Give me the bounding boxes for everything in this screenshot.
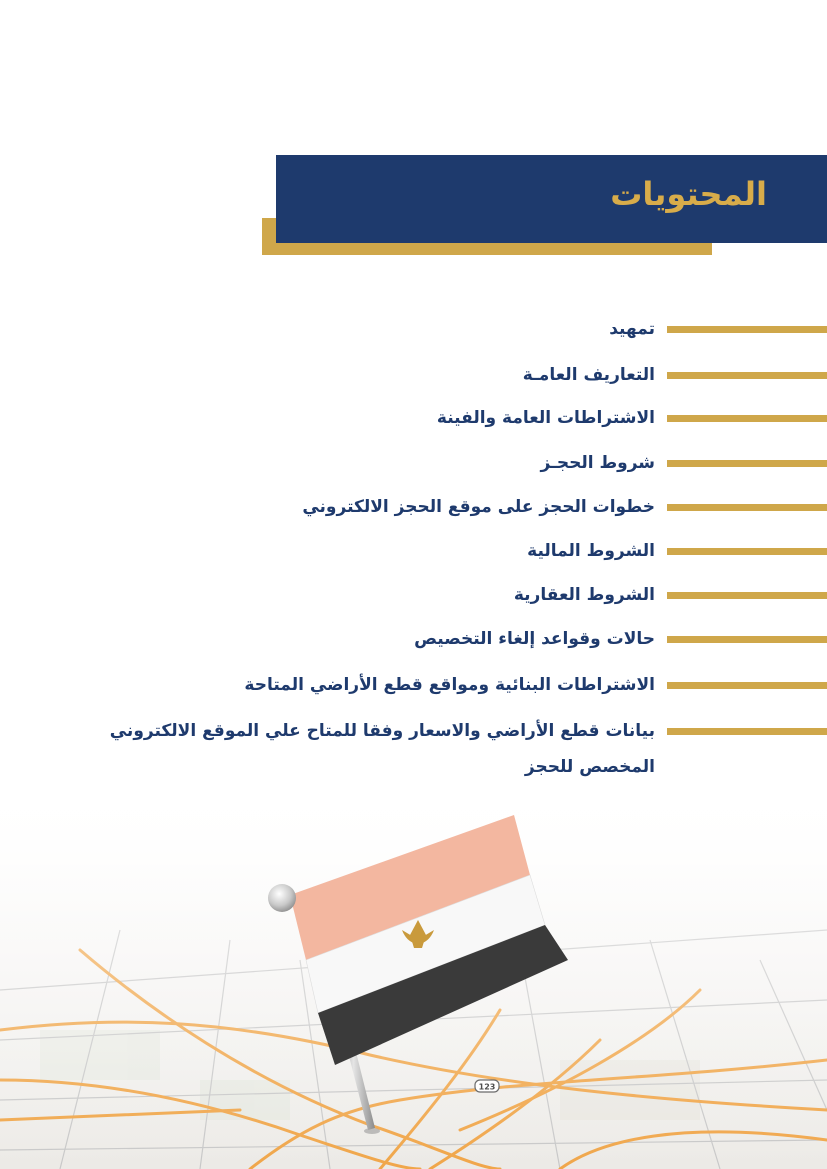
toc-item-label: بيانات قطع الأراضي والاسعار وفقا للمتاح علي الموقع الالكتروني المخصص للحجز [109,721,655,777]
toc-line [667,636,827,643]
toc-item[interactable] [0,443,827,483]
toc-line [667,682,827,689]
toc-item[interactable] [0,665,827,705]
toc-item-label: شروط الحجـز [540,453,655,473]
toc-line [667,326,827,333]
toc-item[interactable] [0,398,827,438]
toc-item-label: حالات وقواعد إلغاء التخصيص [414,629,655,649]
map-illustration [0,780,827,1169]
toc-item[interactable] [0,531,827,571]
toc-item[interactable] [0,575,827,615]
toc-line [667,504,827,511]
toc-item-label: الشروط العقارية [513,585,655,605]
page-title: المحتويات [610,175,767,213]
toc-line [667,548,827,555]
toc-line [667,460,827,467]
toc-item[interactable] [0,309,827,349]
toc-item-label: الشروط المالية [527,541,655,561]
toc-line [667,372,827,379]
toc-item-label: الاشتراطات البنائية ومواقع قطع الأراضي المتاحة [244,675,655,695]
toc-item[interactable] [0,355,827,395]
toc-item-label: التعاريف العامـة [522,365,655,385]
toc-item-label: تمهيد [609,319,655,339]
toc-line [667,728,827,735]
toc-item-label: خطوات الحجز على موقع الحجز الالكتروني [302,497,655,517]
toc-line [667,592,827,599]
toc-item-label: الاشتراطات العامة والفينة [436,408,655,428]
toc-item[interactable] [0,619,827,659]
toc-item[interactable] [0,487,827,527]
toc-line [667,415,827,422]
toc-item[interactable] [0,713,827,785]
